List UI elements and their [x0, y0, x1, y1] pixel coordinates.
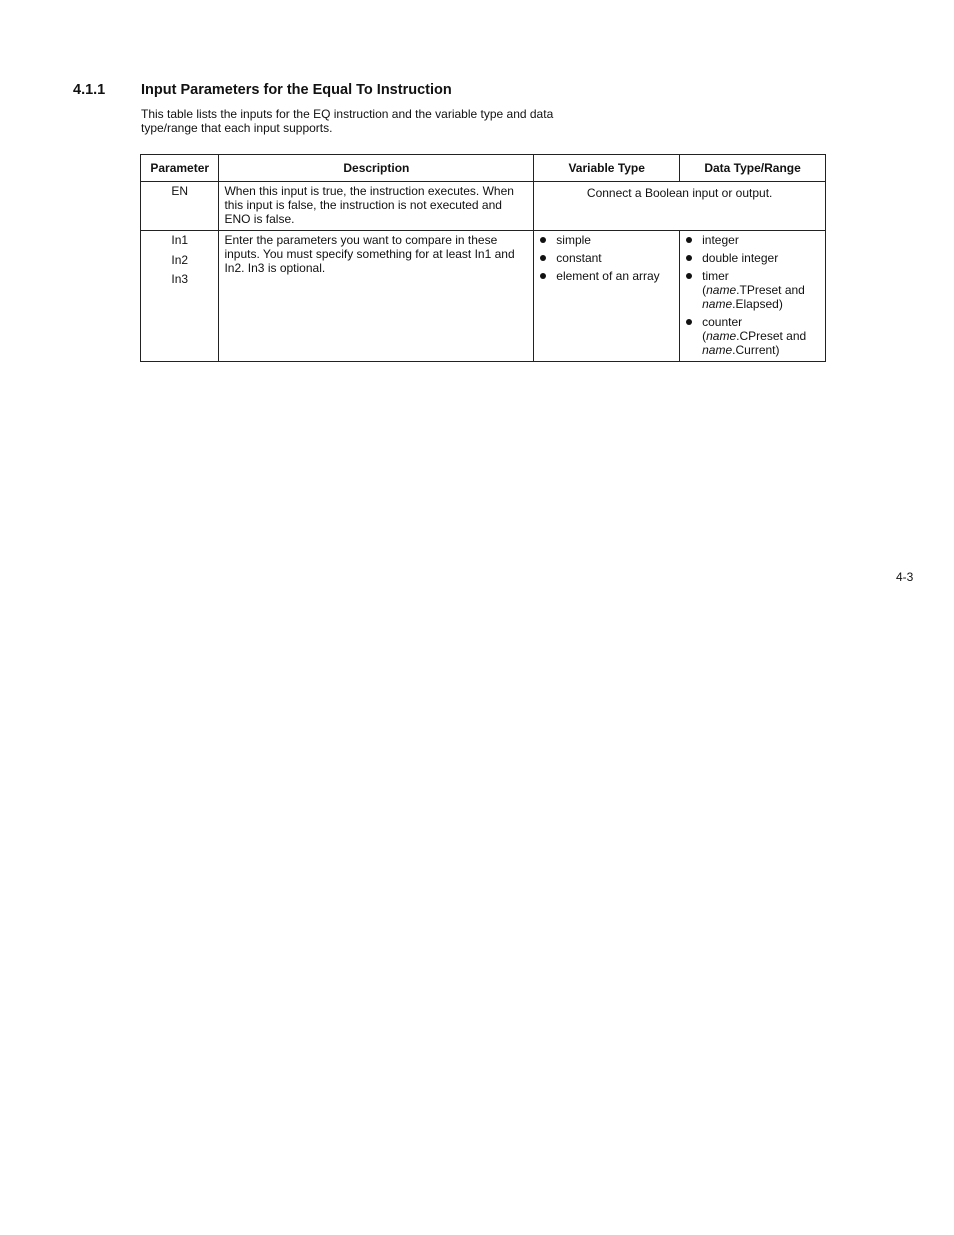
header-parameter: Parameter — [141, 155, 219, 182]
bullet-icon — [686, 255, 692, 261]
input-parameters-table — [140, 154, 826, 362]
bullet-icon — [686, 273, 692, 279]
list-item: element of an array — [540, 269, 675, 283]
variable-type-list — [540, 233, 675, 283]
bullet-icon — [540, 237, 546, 243]
parameter-in3: In3 — [171, 272, 189, 286]
parameter-cell — [141, 182, 219, 231]
section-title: Input Parameters for the Equal To Instruction — [141, 82, 452, 98]
list-item: simple — [540, 233, 675, 247]
description-cell: Enter the parameters you want to compare in these inputs. You must specify something for at least In1 and In2. In3 is optional. — [219, 231, 534, 362]
list-item: double integer — [686, 251, 821, 265]
description-cell: When this input is true, the instruction executes. When this input is false, the instruction is not executed and ENO is false. — [219, 182, 534, 231]
list-item: timer (name.TPreset and name.Elapsed) — [686, 269, 821, 311]
bullet-icon — [686, 319, 692, 325]
parameter-in2: In2 — [171, 252, 189, 267]
list-item: constant — [540, 251, 675, 265]
header-variable-type: Variable Type — [534, 155, 680, 182]
data-type-cell — [680, 231, 826, 362]
header-data-type-range: Data Type/Range — [680, 155, 826, 182]
table-row — [141, 231, 826, 362]
parameter-en: EN — [171, 184, 189, 198]
page-number: 4-3 — [896, 570, 914, 584]
bullet-icon — [540, 255, 546, 261]
section-number: 4.1.1 — [73, 82, 106, 98]
header-description: Description — [219, 155, 534, 182]
bullet-icon — [686, 237, 692, 243]
variable-type-cell — [534, 231, 680, 362]
list-item: integer — [686, 233, 821, 247]
list-item: counter (name.CPreset and name.Current) — [686, 315, 821, 357]
table-header-row — [141, 155, 826, 182]
data-type-list — [686, 233, 821, 357]
parameter-cell — [141, 231, 219, 362]
parameter-in1: In1 — [171, 233, 189, 247]
bullet-icon — [540, 273, 546, 279]
combined-type-cell: Connect a Boolean input or output. — [534, 182, 826, 231]
table-row — [141, 182, 826, 231]
intro-paragraph: This table lists the inputs for the EQ instruction and the variable type and data type/range that each input supports. — [141, 107, 554, 135]
